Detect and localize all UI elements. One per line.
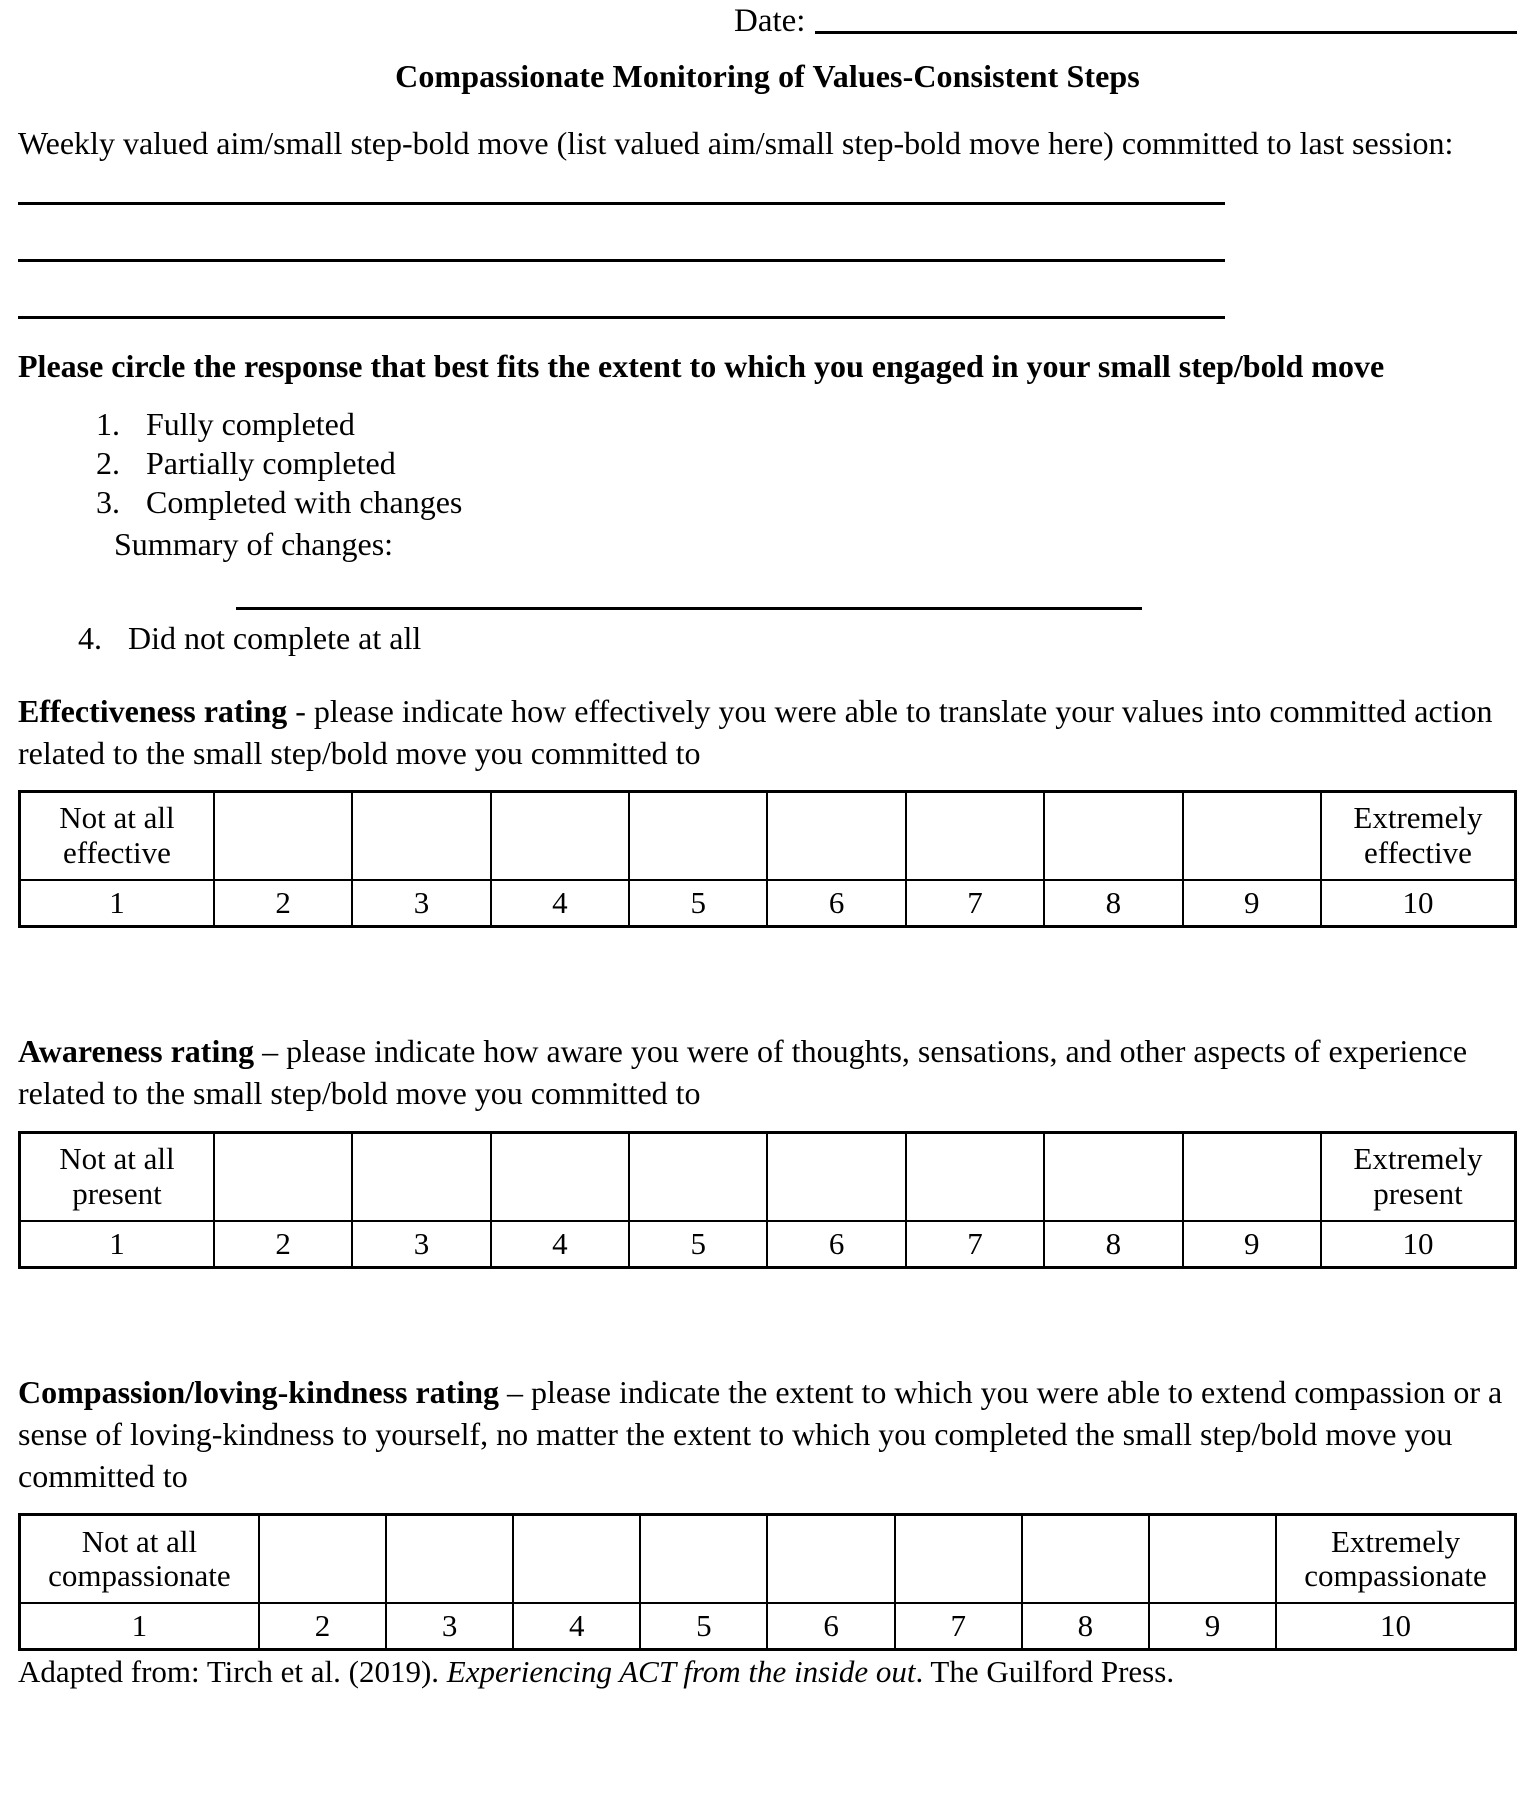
table-row bbox=[20, 1221, 1516, 1268]
scale-number-cell[interactable]: 1 bbox=[20, 1221, 214, 1268]
awareness-rating-scale[interactable] bbox=[18, 1131, 1517, 1269]
scale-cell[interactable] bbox=[491, 792, 629, 881]
spacer bbox=[18, 1269, 1517, 1341]
scale-number-cell[interactable]: 4 bbox=[491, 1221, 629, 1268]
scale-number-cell[interactable]: 5 bbox=[629, 1221, 767, 1268]
scale-cell[interactable] bbox=[640, 1515, 767, 1604]
scale-number-cell[interactable]: 6 bbox=[767, 1603, 894, 1650]
scale-number-cell[interactable]: 5 bbox=[640, 1603, 767, 1650]
scale-number-cell[interactable]: 8 bbox=[1022, 1603, 1149, 1650]
table-row bbox=[20, 792, 1516, 881]
scale-number-cell[interactable]: 7 bbox=[906, 880, 1044, 927]
high-anchor-cell: Extremely present bbox=[1321, 1132, 1516, 1221]
list-item[interactable] bbox=[128, 405, 1517, 444]
choice-label-1: Fully completed bbox=[146, 406, 355, 443]
table-row bbox=[20, 1515, 1516, 1604]
scale-number-cell[interactable]: 8 bbox=[1044, 880, 1182, 927]
compassion-rating-lead: Compassion/loving-kindness rating bbox=[18, 1373, 500, 1410]
scale-number-cell[interactable]: 9 bbox=[1149, 1603, 1276, 1650]
scale-number-cell[interactable]: 10 bbox=[1276, 1603, 1515, 1650]
write-in-line-1[interactable] bbox=[18, 202, 1225, 205]
summary-of-changes-write-in-line[interactable] bbox=[236, 607, 1142, 610]
list-item[interactable] bbox=[78, 618, 1517, 660]
aim-write-in-lines bbox=[18, 202, 1517, 319]
awareness-rating-prompt bbox=[18, 1030, 1517, 1114]
scale-number-cell[interactable]: 2 bbox=[214, 1221, 352, 1268]
scale-cell[interactable] bbox=[767, 1132, 905, 1221]
list-item[interactable] bbox=[128, 444, 1517, 483]
high-anchor-cell: Extremely compassionate bbox=[1276, 1515, 1515, 1604]
low-anchor-cell: Not at all present bbox=[20, 1132, 214, 1221]
scale-number-cell[interactable]: 4 bbox=[513, 1603, 640, 1650]
scale-number-cell[interactable]: 3 bbox=[352, 880, 490, 927]
effectiveness-rating-prompt bbox=[18, 690, 1517, 774]
effectiveness-rating-lead: Effectiveness rating bbox=[18, 692, 288, 729]
attribution-suffix: . The Guilford Press. bbox=[915, 1654, 1175, 1690]
scale-cell[interactable] bbox=[386, 1515, 513, 1604]
scale-cell[interactable] bbox=[513, 1515, 640, 1604]
scale-number-cell[interactable]: 2 bbox=[214, 880, 352, 927]
scale-cell[interactable] bbox=[767, 792, 905, 881]
scale-cell[interactable] bbox=[629, 1132, 767, 1221]
scale-cell[interactable] bbox=[1183, 1132, 1321, 1221]
scale-number-cell[interactable]: 9 bbox=[1183, 880, 1321, 927]
scale-cell[interactable] bbox=[352, 792, 490, 881]
attribution-prefix: Adapted from: Tirch et al. (2019). bbox=[18, 1654, 447, 1690]
write-in-line-3[interactable] bbox=[18, 316, 1225, 319]
scale-number-cell[interactable]: 5 bbox=[629, 880, 767, 927]
scale-number-cell[interactable]: 7 bbox=[895, 1603, 1022, 1650]
scale-number-cell[interactable]: 6 bbox=[767, 1221, 905, 1268]
scale-number-cell[interactable]: 9 bbox=[1183, 1221, 1321, 1268]
scale-cell[interactable] bbox=[629, 792, 767, 881]
awareness-rating-lead: Awareness rating bbox=[18, 1033, 255, 1070]
awareness-rating-body: – please indicate how aware you were of thoughts, sensations, and other aspects of experience related to the small step/bold move you committed to bbox=[18, 1033, 1468, 1112]
choice-number-4: 4. bbox=[78, 620, 102, 657]
compassion-rating-prompt bbox=[18, 1371, 1517, 1498]
date-label: Date: bbox=[734, 3, 806, 39]
circle-instruction: Please circle the response that best fits the extent to which you engaged in your small step/bold move bbox=[18, 348, 1385, 385]
scale-number-cell[interactable]: 2 bbox=[259, 1603, 386, 1650]
scale-cell[interactable] bbox=[214, 1132, 352, 1221]
compassion-rating-scale[interactable] bbox=[18, 1513, 1517, 1651]
summary-of-changes-label: Summary of changes: bbox=[114, 525, 394, 562]
scale-cell[interactable] bbox=[1044, 1132, 1182, 1221]
compassion-rating-body: – please indicate the extent to which you were able to extend compassion or a sense of loving-kindness to yourself, no matter the extent to which you completed the small step/bold move you committed to bbox=[18, 1373, 1503, 1495]
scale-cell[interactable] bbox=[1183, 792, 1321, 881]
high-anchor-cell: Extremely effective bbox=[1321, 792, 1516, 881]
table-row bbox=[20, 1603, 1516, 1650]
scale-cell[interactable] bbox=[895, 1515, 1022, 1604]
completion-choices-list bbox=[18, 405, 1517, 521]
scale-cell[interactable] bbox=[214, 792, 352, 881]
scale-number-cell[interactable]: 10 bbox=[1321, 1221, 1516, 1268]
scale-number-cell[interactable]: 7 bbox=[906, 1221, 1044, 1268]
scale-cell[interactable] bbox=[259, 1515, 386, 1604]
attribution-book-title: Experiencing ACT from the inside out bbox=[446, 1654, 916, 1690]
scale-number-cell[interactable]: 1 bbox=[20, 880, 214, 927]
scale-number-cell[interactable]: 3 bbox=[352, 1221, 490, 1268]
effectiveness-rating-scale[interactable] bbox=[18, 790, 1517, 928]
scale-number-cell[interactable]: 1 bbox=[20, 1603, 259, 1650]
choice-label-4: Did not complete at all bbox=[128, 620, 422, 657]
scale-cell[interactable] bbox=[906, 1132, 1044, 1221]
scale-number-cell[interactable]: 6 bbox=[767, 880, 905, 927]
date-row bbox=[18, 0, 1517, 40]
scale-cell[interactable] bbox=[491, 1132, 629, 1221]
page-title: Compassionate Monitoring of Values-Consistent Steps bbox=[395, 58, 1140, 94]
effectiveness-rating-body: - please indicate how effectively you were able to translate your values into committed action related to the small step/bold move you committed to bbox=[18, 692, 1493, 771]
choice-label-2: Partially completed bbox=[146, 445, 396, 482]
scale-number-cell[interactable]: 4 bbox=[491, 880, 629, 927]
table-row bbox=[20, 1132, 1516, 1221]
scale-number-cell[interactable]: 8 bbox=[1044, 1221, 1182, 1268]
intro-paragraph: Weekly valued aim/small step-bold move (list valued aim/small step-bold move here) committed to last session: bbox=[18, 124, 1454, 161]
list-item[interactable] bbox=[128, 483, 1517, 522]
low-anchor-cell: Not at all compassionate bbox=[20, 1515, 259, 1604]
scale-cell[interactable] bbox=[906, 792, 1044, 881]
scale-cell[interactable] bbox=[767, 1515, 894, 1604]
scale-cell[interactable] bbox=[352, 1132, 490, 1221]
table-row bbox=[20, 880, 1516, 927]
scale-number-cell[interactable]: 10 bbox=[1321, 880, 1516, 927]
spacer bbox=[18, 928, 1517, 1000]
date-write-in-line[interactable] bbox=[815, 31, 1517, 34]
write-in-line-2[interactable] bbox=[18, 259, 1225, 262]
low-anchor-cell: Not at all effective bbox=[20, 792, 214, 881]
scale-number-cell[interactable]: 3 bbox=[386, 1603, 513, 1650]
source-attribution bbox=[18, 1653, 1517, 1690]
scale-cell[interactable] bbox=[1044, 792, 1182, 881]
choice-label-3: Completed with changes bbox=[146, 483, 463, 520]
scale-cell[interactable] bbox=[1149, 1515, 1276, 1604]
scale-cell[interactable] bbox=[1022, 1515, 1149, 1604]
